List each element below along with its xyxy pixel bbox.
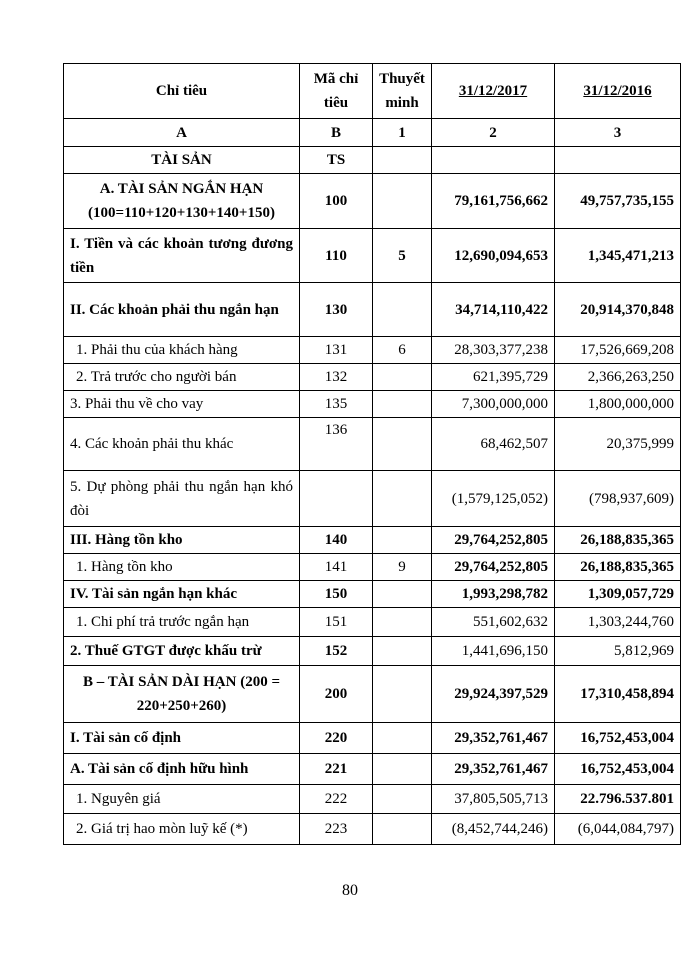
row-value-2017: (8,452,744,246) <box>432 814 555 845</box>
row-value-2017: 1,441,696,150 <box>432 637 555 666</box>
row-value-2016: 16,752,453,004 <box>555 723 681 754</box>
row-note <box>373 174 432 229</box>
table-row <box>64 581 681 608</box>
table-row <box>64 608 681 637</box>
row-name: 1. Phải thu của khách hàng <box>64 337 300 364</box>
row-note: 6 <box>373 337 432 364</box>
row-code: 223 <box>300 814 373 845</box>
index-2: 2 <box>432 119 555 147</box>
table-row <box>64 174 681 229</box>
row-code: 131 <box>300 337 373 364</box>
table-row <box>64 229 681 283</box>
row-code: 135 <box>300 391 373 418</box>
row-value-2017: 29,352,761,467 <box>432 723 555 754</box>
row-code: 221 <box>300 754 373 785</box>
row-code: 140 <box>300 527 373 554</box>
row-note <box>373 364 432 391</box>
row-value-2017: 12,690,094,653 <box>432 229 555 283</box>
row-note <box>373 814 432 845</box>
row-note: 5 <box>373 229 432 283</box>
row-name: A. Tài sản cố định hữu hình <box>64 754 300 785</box>
table-row <box>64 364 681 391</box>
row-name: 4. Các khoản phải thu khác <box>64 418 300 471</box>
row-value-2016: (6,044,084,797) <box>555 814 681 845</box>
row-value-2016: 20,914,370,848 <box>555 283 681 337</box>
row-code: 151 <box>300 608 373 637</box>
table-row <box>64 814 681 845</box>
row-name: 3. Phải thu về cho vay <box>64 391 300 418</box>
index-a: A <box>64 119 300 147</box>
row-value-2017: 7,300,000,000 <box>432 391 555 418</box>
index-3: 3 <box>555 119 681 147</box>
row-note: 9 <box>373 554 432 581</box>
row-note <box>373 754 432 785</box>
row-value-2016: 49,757,735,155 <box>555 174 681 229</box>
row-note <box>373 637 432 666</box>
page-number: 80 <box>342 882 358 899</box>
row-note <box>373 723 432 754</box>
row-value-2016 <box>555 147 681 174</box>
row-value-2017: 29,352,761,467 <box>432 754 555 785</box>
header-row <box>64 64 681 119</box>
row-value-2017: 621,395,729 <box>432 364 555 391</box>
header-note: Thuyết minh <box>373 64 432 119</box>
row-code <box>300 471 373 527</box>
row-value-2017: 79,161,756,662 <box>432 174 555 229</box>
row-value-2016: 17,310,458,894 <box>555 666 681 723</box>
row-value-2017: 37,805,505,713 <box>432 785 555 814</box>
row-code: 141 <box>300 554 373 581</box>
row-note <box>373 471 432 527</box>
row-value-2016: 16,752,453,004 <box>555 754 681 785</box>
header-indicator: Chỉ tiêu <box>64 64 300 119</box>
row-name: I. Tiền và các khoản tương đương tiền <box>64 229 300 283</box>
row-value-2016: (798,937,609) <box>555 471 681 527</box>
table-row <box>64 527 681 554</box>
table-row <box>64 785 681 814</box>
row-code: 222 <box>300 785 373 814</box>
row-code: 100 <box>300 174 373 229</box>
row-name: I. Tài sản cố định <box>64 723 300 754</box>
row-value-2017: (1,579,125,052) <box>432 471 555 527</box>
row-value-2016: 1,303,244,760 <box>555 608 681 637</box>
table-row <box>64 391 681 418</box>
row-name: TÀI SẢN <box>64 147 300 174</box>
row-name: 2. Giá trị hao mòn luỹ kế (*) <box>64 814 300 845</box>
index-1: 1 <box>373 119 432 147</box>
row-value-2017: 1,993,298,782 <box>432 581 555 608</box>
row-value-2017 <box>432 147 555 174</box>
row-note <box>373 581 432 608</box>
row-value-2017: 29,764,252,805 <box>432 554 555 581</box>
row-code: 220 <box>300 723 373 754</box>
row-value-2016: 26,188,835,365 <box>555 554 681 581</box>
header-year-2017: 31/12/2017 <box>432 64 555 119</box>
row-code: 110 <box>300 229 373 283</box>
row-note <box>373 608 432 637</box>
row-value-2017: 551,602,632 <box>432 608 555 637</box>
row-value-2016: 22.796.537.801 <box>555 785 681 814</box>
row-code: 130 <box>300 283 373 337</box>
header-year-2016: 31/12/2016 <box>555 64 681 119</box>
row-value-2016: 2,366,263,250 <box>555 364 681 391</box>
row-value-2017: 29,764,252,805 <box>432 527 555 554</box>
table-row <box>64 418 681 471</box>
row-code: 152 <box>300 637 373 666</box>
row-value-2017: 34,714,110,422 <box>432 283 555 337</box>
row-value-2016: 1,309,057,729 <box>555 581 681 608</box>
row-note <box>373 147 432 174</box>
row-name: B – TÀI SẢN DÀI HẠN (200 = 220+250+260) <box>64 666 300 723</box>
row-name: 5. Dự phòng phải thu ngắn hạn khó đòi <box>64 471 300 527</box>
header-code: Mã chỉ tiêu <box>300 64 373 119</box>
row-note <box>373 283 432 337</box>
table-row <box>64 666 681 723</box>
row-code: 150 <box>300 581 373 608</box>
row-name: 2. Trả trước cho người bán <box>64 364 300 391</box>
table-row <box>64 337 681 364</box>
row-value-2016: 5,812,969 <box>555 637 681 666</box>
row-value-2016: 17,526,669,208 <box>555 337 681 364</box>
table-row <box>64 554 681 581</box>
row-value-2016: 1,800,000,000 <box>555 391 681 418</box>
row-code: 132 <box>300 364 373 391</box>
row-note <box>373 391 432 418</box>
row-note <box>373 666 432 723</box>
index-b: B <box>300 119 373 147</box>
index-row <box>64 119 681 147</box>
row-code: TS <box>300 147 373 174</box>
row-code: 200 <box>300 666 373 723</box>
table-row <box>64 471 681 527</box>
row-name: 1. Hàng tồn kho <box>64 554 300 581</box>
table-row <box>64 637 681 666</box>
table-row <box>64 283 681 337</box>
row-value-2017: 29,924,397,529 <box>432 666 555 723</box>
table-row <box>64 754 681 785</box>
row-code: 136 <box>300 418 373 471</box>
row-value-2017: 68,462,507 <box>432 418 555 471</box>
row-note <box>373 418 432 471</box>
row-name: A. TÀI SẢN NGẮN HẠN (100=110+120+130+140+150) <box>64 174 300 229</box>
row-name: 2. Thuế GTGT được khấu trừ <box>64 637 300 666</box>
row-name: III. Hàng tồn kho <box>64 527 300 554</box>
table-row <box>64 723 681 754</box>
row-name: 1. Nguyên giá <box>64 785 300 814</box>
row-name: II. Các khoản phải thu ngắn hạn <box>64 283 300 337</box>
row-note <box>373 527 432 554</box>
row-value-2016: 26,188,835,365 <box>555 527 681 554</box>
row-value-2016: 20,375,999 <box>555 418 681 471</box>
row-value-2016: 1,345,471,213 <box>555 229 681 283</box>
balance-sheet-table <box>63 63 681 845</box>
row-name: 1. Chi phí trả trước ngắn hạn <box>64 608 300 637</box>
table-row <box>64 147 681 174</box>
row-name: IV. Tài sản ngắn hạn khác <box>64 581 300 608</box>
row-note <box>373 785 432 814</box>
row-value-2017: 28,303,377,238 <box>432 337 555 364</box>
